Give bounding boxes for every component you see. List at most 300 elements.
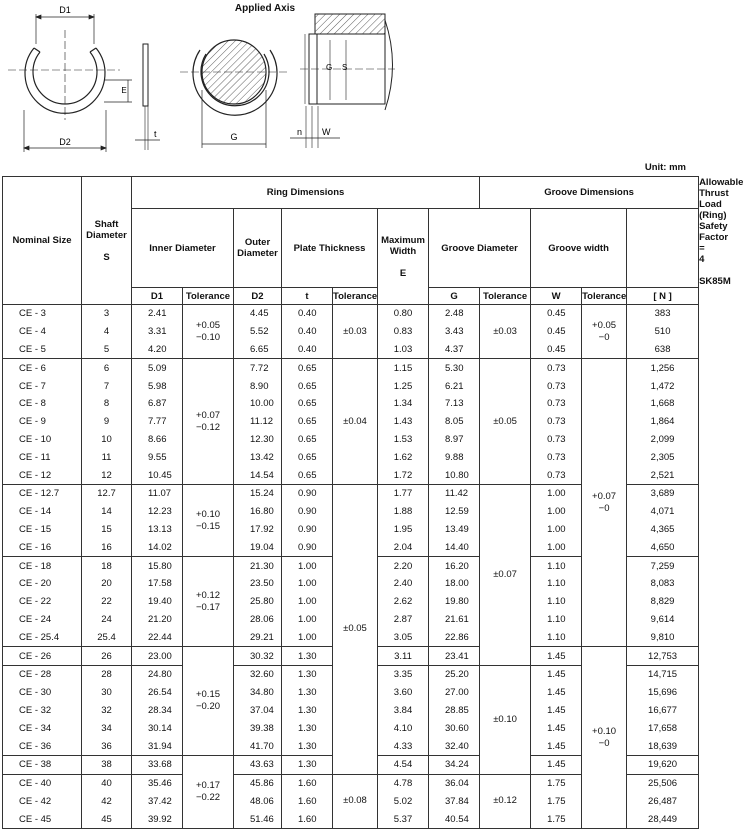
nominal-size-cell: CE - 38: [3, 755, 82, 774]
nominal-size-cell: CE - 26: [3, 647, 82, 666]
thrust-load-cell: 8,829: [627, 593, 699, 611]
t-cell: 0.90: [282, 521, 333, 539]
t-cell: 1.00: [282, 593, 333, 611]
header-g: G: [429, 288, 480, 305]
nominal-size-cell: CE - 8: [3, 395, 82, 413]
d1-cell: 28.34: [132, 702, 183, 720]
d1-cell: 5.09: [132, 359, 183, 377]
g-cell: 28.85: [429, 702, 480, 720]
shaft-diameter-cell: 16: [82, 538, 132, 556]
t-cell: 0.65: [282, 395, 333, 413]
shaft-diameter-cell: 38: [82, 755, 132, 774]
thrust-load-cell: 15,696: [627, 684, 699, 702]
nominal-size-cell: CE - 18: [3, 557, 82, 575]
nominal-size-cell: CE - 34: [3, 719, 82, 737]
d1-cell: 6.87: [132, 395, 183, 413]
max-width-cell: 3.60: [378, 684, 429, 702]
nominal-size-cell: CE - 14: [3, 503, 82, 521]
nominal-size-cell: CE - 12.7: [3, 484, 82, 502]
shaft-diameter-cell: 4: [82, 323, 132, 341]
thrust-load-cell: 2,099: [627, 431, 699, 449]
t-tolerance-cell: ±0.03: [333, 305, 378, 359]
shaft-diameter-cell: 18: [82, 557, 132, 575]
header-ring-dimensions: Ring Dimensions: [132, 177, 480, 209]
d2-cell: 12.30: [234, 431, 282, 449]
thrust-load-cell: 9,614: [627, 611, 699, 629]
t-cell: 1.00: [282, 628, 333, 646]
w-cell: 0.45: [531, 323, 582, 341]
header-e-symbol: E: [399, 267, 407, 279]
max-width-cell: 3.84: [378, 702, 429, 720]
d1-tolerance-cell: +0.05 −0.10: [183, 305, 234, 359]
w-cell: 1.45: [531, 684, 582, 702]
d1-cell: 11.07: [132, 484, 183, 502]
d2-cell: 29.21: [234, 628, 282, 646]
spec-table-body: [3, 305, 699, 829]
d1-cell: 37.42: [132, 793, 183, 811]
g-tolerance-cell: ±0.12: [480, 774, 531, 828]
d2-cell: 30.32: [234, 647, 282, 666]
d2-cell: 8.90: [234, 377, 282, 395]
g-cell: 10.80: [429, 466, 480, 484]
d1-dimension: [36, 14, 94, 44]
d1-cell: 39.92: [132, 810, 183, 828]
table-row: [3, 305, 699, 323]
nominal-size-cell: CE - 3: [3, 305, 82, 323]
g-cell: 36.04: [429, 774, 480, 792]
g-cell: 22.86: [429, 628, 480, 646]
d2-cell: 48.06: [234, 793, 282, 811]
t-cell: 0.65: [282, 448, 333, 466]
t-cell: 0.65: [282, 359, 333, 377]
shaft-diameter-cell: 12.7: [82, 484, 132, 502]
shaft-diameter-cell: 22: [82, 593, 132, 611]
d2-cell: 45.86: [234, 774, 282, 792]
w-cell: 1.75: [531, 774, 582, 792]
w-cell: 0.73: [531, 448, 582, 466]
g-cell: 18.00: [429, 575, 480, 593]
header-inner-diameter: Inner Diameter: [132, 209, 234, 288]
nominal-size-cell: CE - 30: [3, 684, 82, 702]
unit-label: Unit: mm: [644, 162, 686, 173]
t-cell: 0.65: [282, 431, 333, 449]
thrust-load-cell: 638: [627, 341, 699, 359]
shaft-diameter-cell: 14: [82, 503, 132, 521]
t-cell: 1.00: [282, 611, 333, 629]
thrust-load-cell: 3,689: [627, 484, 699, 502]
thrust-load-cell: 14,715: [627, 665, 699, 683]
max-width-cell: 1.72: [378, 466, 429, 484]
d1-cell: 17.58: [132, 575, 183, 593]
d1-cell: 9.55: [132, 448, 183, 466]
d2-cell: 51.46: [234, 810, 282, 828]
thrust-load-cell: 1,472: [627, 377, 699, 395]
g-section-label: G: [326, 63, 333, 72]
g-cell: 32.40: [429, 737, 480, 755]
shaft-diameter-cell: 15: [82, 521, 132, 539]
shaft-diameter-cell: 25.4: [82, 628, 132, 646]
d1-cell: 33.68: [132, 755, 183, 774]
d1-cell: 4.20: [132, 341, 183, 359]
t-cell: 0.90: [282, 503, 333, 521]
d2-cell: 17.92: [234, 521, 282, 539]
t-cell: 1.60: [282, 774, 333, 792]
w-cell: 1.10: [531, 611, 582, 629]
d1-cell: 22.44: [132, 628, 183, 646]
w-tolerance-cell: +0.07 −0: [582, 359, 627, 647]
t-cell: 1.30: [282, 647, 333, 666]
applied-axis-title: Applied Axis: [234, 3, 296, 14]
t-cell: 1.60: [282, 793, 333, 811]
nominal-size-cell: CE - 36: [3, 737, 82, 755]
d1-cell: 14.02: [132, 538, 183, 556]
w-cell: 1.00: [531, 484, 582, 502]
max-width-cell: 1.95: [378, 521, 429, 539]
max-width-cell: 2.87: [378, 611, 429, 629]
w-cell: 1.00: [531, 503, 582, 521]
g-cell: 16.20: [429, 557, 480, 575]
thrust-load-cell: 12,753: [627, 647, 699, 666]
g-cell: 5.30: [429, 359, 480, 377]
thrust-load-cell: 1,864: [627, 413, 699, 431]
d1-tolerance-cell: +0.07 −0.12: [183, 359, 234, 485]
header-d2: D2: [234, 288, 282, 305]
e-label: E: [121, 86, 127, 95]
thrust-load-cell: 16,677: [627, 702, 699, 720]
shaft-diameter-cell: 11: [82, 448, 132, 466]
shaft-diameter-cell: 20: [82, 575, 132, 593]
t-tolerance-cell: ±0.05: [333, 484, 378, 774]
shaft-diameter-cell: 5: [82, 341, 132, 359]
thrust-load-cell: 510: [627, 323, 699, 341]
d1-cell: 3.31: [132, 323, 183, 341]
max-width-cell: 4.33: [378, 737, 429, 755]
t-cell: 0.90: [282, 538, 333, 556]
nominal-size-cell: CE - 45: [3, 810, 82, 828]
g-tolerance-cell: ±0.07: [480, 484, 531, 665]
max-width-cell: 1.62: [378, 448, 429, 466]
nominal-size-cell: CE - 24: [3, 611, 82, 629]
nominal-size-cell: CE - 5: [3, 341, 82, 359]
max-width-cell: 4.54: [378, 755, 429, 774]
max-width-cell: 4.10: [378, 719, 429, 737]
d1-tolerance-cell: +0.17 −0.22: [183, 755, 234, 828]
nominal-size-cell: CE - 12: [3, 466, 82, 484]
nominal-size-cell: CE - 6: [3, 359, 82, 377]
w-cell: 1.45: [531, 702, 582, 720]
g-cell: 9.88: [429, 448, 480, 466]
t-cell: 0.90: [282, 484, 333, 502]
d1-cell: 24.80: [132, 665, 183, 683]
w-label: W: [322, 127, 331, 137]
header-groove-diameter: Groove Diameter: [429, 209, 531, 288]
header-material: SK85M: [699, 276, 731, 287]
d2-cell: 14.54: [234, 466, 282, 484]
g-cell: 13.49: [429, 521, 480, 539]
thrust-load-cell: 17,658: [627, 719, 699, 737]
n-label: n: [297, 127, 303, 137]
max-width-cell: 1.53: [378, 431, 429, 449]
d1-cell: 12.23: [132, 503, 183, 521]
header-d1-tolerance: Tolerance: [183, 288, 234, 305]
thrust-load-cell: 25,506: [627, 774, 699, 792]
nominal-size-cell: CE - 22: [3, 593, 82, 611]
thrust-load-cell: 7,259: [627, 557, 699, 575]
d1-cell: 15.80: [132, 557, 183, 575]
d2-cell: 4.45: [234, 305, 282, 323]
g-cell: 4.37: [429, 341, 480, 359]
shaft-diameter-cell: 36: [82, 737, 132, 755]
w-cell: 1.10: [531, 593, 582, 611]
max-width-cell: 3.05: [378, 628, 429, 646]
header-g-tolerance: Tolerance: [480, 288, 531, 305]
nominal-size-cell: CE - 15: [3, 521, 82, 539]
max-width-cell: 5.02: [378, 793, 429, 811]
shaft-diameter-cell: 8: [82, 395, 132, 413]
max-width-cell: 0.83: [378, 323, 429, 341]
g-cell: 23.41: [429, 647, 480, 666]
header-outer-diameter: Outer Diameter: [234, 209, 282, 288]
w-cell: 1.45: [531, 737, 582, 755]
t-cell: 1.30: [282, 684, 333, 702]
d2-cell: 15.24: [234, 484, 282, 502]
header-plate-thickness: Plate Thickness: [282, 209, 378, 288]
g-cell: 27.00: [429, 684, 480, 702]
g-cell: 8.97: [429, 431, 480, 449]
shaft-diameter-cell: 32: [82, 702, 132, 720]
g-cell: 8.05: [429, 413, 480, 431]
g-cell: 6.21: [429, 377, 480, 395]
shaft-diameter-cell: 40: [82, 774, 132, 792]
t-cell: 1.30: [282, 702, 333, 720]
nominal-size-cell: CE - 20: [3, 575, 82, 593]
d1-tolerance-cell: +0.15 −0.20: [183, 647, 234, 756]
t-cell: 1.30: [282, 719, 333, 737]
d1-cell: 5.98: [132, 377, 183, 395]
d1-cell: 26.54: [132, 684, 183, 702]
t-cell: 0.40: [282, 305, 333, 323]
thrust-load-cell: 26,487: [627, 793, 699, 811]
d1-tolerance-cell: +0.12 −0.17: [183, 557, 234, 647]
d2-cell: 16.80: [234, 503, 282, 521]
nominal-size-cell: CE - 4: [3, 323, 82, 341]
w-cell: 0.73: [531, 395, 582, 413]
shaft-diameter-cell: 26: [82, 647, 132, 666]
max-width-cell: 1.25: [378, 377, 429, 395]
max-width-cell: 3.11: [378, 647, 429, 666]
d2-cell: 6.65: [234, 341, 282, 359]
max-width-cell: 1.43: [378, 413, 429, 431]
t-cell: 1.00: [282, 557, 333, 575]
w-cell: 1.75: [531, 810, 582, 828]
s-section-label: S: [342, 63, 348, 72]
d2-cell: 19.04: [234, 538, 282, 556]
shaft-diameter-cell: 6: [82, 359, 132, 377]
header-groove-width: Groove width: [531, 209, 627, 288]
t-cell: 0.40: [282, 341, 333, 359]
d1-label: D1: [59, 5, 71, 15]
d1-cell: 31.94: [132, 737, 183, 755]
g-cell: 30.60: [429, 719, 480, 737]
thrust-load-cell: 28,449: [627, 810, 699, 828]
w-cell: 1.45: [531, 647, 582, 666]
g-cell: 25.20: [429, 665, 480, 683]
nominal-size-cell: CE - 7: [3, 377, 82, 395]
t-cell: 1.30: [282, 665, 333, 683]
e-dimension: [104, 80, 132, 102]
g-cell: 11.42: [429, 484, 480, 502]
header-unit-n: [ N ]: [627, 288, 699, 305]
t-tolerance-cell: ±0.08: [333, 774, 378, 828]
max-width-cell: 5.37: [378, 810, 429, 828]
d1-cell: 23.00: [132, 647, 183, 666]
max-width-cell: 1.88: [378, 503, 429, 521]
d1-cell: 2.41: [132, 305, 183, 323]
t-cell: 0.40: [282, 323, 333, 341]
g-cell: 34.24: [429, 755, 480, 774]
t-label: t: [154, 129, 157, 139]
header-maximum-width-label: Maximum Width: [381, 234, 425, 257]
nominal-size-cell: CE - 42: [3, 793, 82, 811]
t-cell: 1.00: [282, 575, 333, 593]
w-cell: 0.45: [531, 341, 582, 359]
nominal-size-cell: CE - 16: [3, 538, 82, 556]
shaft-diameter-cell: 3: [82, 305, 132, 323]
d2-cell: 11.12: [234, 413, 282, 431]
nominal-size-cell: CE - 40: [3, 774, 82, 792]
d2-cell: 43.63: [234, 755, 282, 774]
thrust-load-cell: 1,668: [627, 395, 699, 413]
g-tolerance-cell: ±0.05: [480, 359, 531, 485]
w-cell: 1.10: [531, 557, 582, 575]
d1-cell: 10.45: [132, 466, 183, 484]
d2-cell: 34.80: [234, 684, 282, 702]
header-w-tolerance: Tolerance: [582, 288, 627, 305]
max-width-cell: 1.77: [378, 484, 429, 502]
w-cell: 0.73: [531, 359, 582, 377]
nominal-size-cell: CE - 28: [3, 665, 82, 683]
d2-label: D2: [59, 137, 71, 147]
w-tolerance-cell: +0.05 −0: [582, 305, 627, 359]
g-cell: 19.80: [429, 593, 480, 611]
max-width-cell: 0.80: [378, 305, 429, 323]
max-width-cell: 2.20: [378, 557, 429, 575]
nominal-size-cell: CE - 10: [3, 431, 82, 449]
header-allowable-label: Allowable Thrust Load (Ring) Safety Factor = 4: [699, 177, 743, 265]
thrust-load-cell: 4,365: [627, 521, 699, 539]
header-t: t: [282, 288, 333, 305]
g-label: G: [230, 132, 238, 142]
w-cell: 1.00: [531, 521, 582, 539]
d1-cell: 21.20: [132, 611, 183, 629]
header-nominal-size: Nominal Size: [3, 177, 82, 305]
d2-cell: 37.04: [234, 702, 282, 720]
max-width-cell: 3.35: [378, 665, 429, 683]
w-cell: 0.73: [531, 466, 582, 484]
g-cell: 7.13: [429, 395, 480, 413]
table-row: [3, 359, 699, 377]
g-tolerance-cell: ±0.03: [480, 305, 531, 359]
shaft-diameter-cell: 45: [82, 810, 132, 828]
thrust-load-cell: 2,305: [627, 448, 699, 466]
g-cell: 21.61: [429, 611, 480, 629]
g-cell: 14.40: [429, 538, 480, 556]
thrust-load-cell: 18,639: [627, 737, 699, 755]
shaft-diameter-cell: 10: [82, 431, 132, 449]
nominal-size-cell: CE - 32: [3, 702, 82, 720]
g-cell: 3.43: [429, 323, 480, 341]
d2-cell: 32.60: [234, 665, 282, 683]
w-cell: 0.73: [531, 413, 582, 431]
d1-cell: 13.13: [132, 521, 183, 539]
max-width-cell: 1.15: [378, 359, 429, 377]
ering-spec-table: [2, 176, 743, 829]
shaft-diameter-cell: 34: [82, 719, 132, 737]
thrust-load-cell: 2,521: [627, 466, 699, 484]
shaft-diameter-cell: 30: [82, 684, 132, 702]
d1-cell: 7.77: [132, 413, 183, 431]
w-cell: 0.73: [531, 377, 582, 395]
nominal-size-cell: CE - 9: [3, 413, 82, 431]
shaft-diameter-cell: 9: [82, 413, 132, 431]
shaft-diameter-cell: 12: [82, 466, 132, 484]
g-tolerance-cell: ±0.10: [480, 665, 531, 774]
header-maximum-width: [378, 209, 429, 305]
w-cell: 1.45: [531, 755, 582, 774]
w-cell: 1.10: [531, 575, 582, 593]
g-cell: 2.48: [429, 305, 480, 323]
ering-front-view: [8, 30, 120, 120]
header-shaft-label: Shaft Diameter: [86, 218, 127, 241]
ring-on-shaft-view: [180, 40, 290, 115]
applied-axis-diagram: [0, 0, 700, 160]
g-cell: 37.84: [429, 793, 480, 811]
thrust-load-cell: 8,083: [627, 575, 699, 593]
d2-cell: 7.72: [234, 359, 282, 377]
t-cell: 0.65: [282, 466, 333, 484]
d2-cell: 10.00: [234, 395, 282, 413]
max-width-cell: 1.03: [378, 341, 429, 359]
t-tolerance-cell: ±0.04: [333, 359, 378, 485]
max-width-cell: 4.78: [378, 774, 429, 792]
d2-cell: 5.52: [234, 323, 282, 341]
d2-cell: 28.06: [234, 611, 282, 629]
groove-section-view: [290, 14, 395, 148]
t-cell: 1.60: [282, 810, 333, 828]
max-width-cell: 2.04: [378, 538, 429, 556]
thrust-load-cell: 19,620: [627, 755, 699, 774]
d2-cell: 39.38: [234, 719, 282, 737]
shaft-diameter-cell: 24: [82, 611, 132, 629]
w-cell: 1.75: [531, 793, 582, 811]
header-shaft-diameter: [82, 177, 132, 305]
thrust-load-cell: 4,650: [627, 538, 699, 556]
shaft-diameter-cell: 42: [82, 793, 132, 811]
header-groove-dimensions: Groove Dimensions: [480, 177, 699, 209]
header-t-tolerance: Tolerance: [333, 288, 378, 305]
thrust-load-cell: 4,071: [627, 503, 699, 521]
w-cell: 1.10: [531, 628, 582, 646]
d2-cell: 23.50: [234, 575, 282, 593]
d1-cell: 35.46: [132, 774, 183, 792]
w-tolerance-cell: +0.10 −0: [582, 647, 627, 829]
d1-tolerance-cell: +0.10 −0.15: [183, 484, 234, 556]
t-cell: 1.30: [282, 755, 333, 774]
d1-cell: 30.14: [132, 719, 183, 737]
max-width-cell: 1.34: [378, 395, 429, 413]
d1-cell: 19.40: [132, 593, 183, 611]
shaft-diameter-cell: 7: [82, 377, 132, 395]
